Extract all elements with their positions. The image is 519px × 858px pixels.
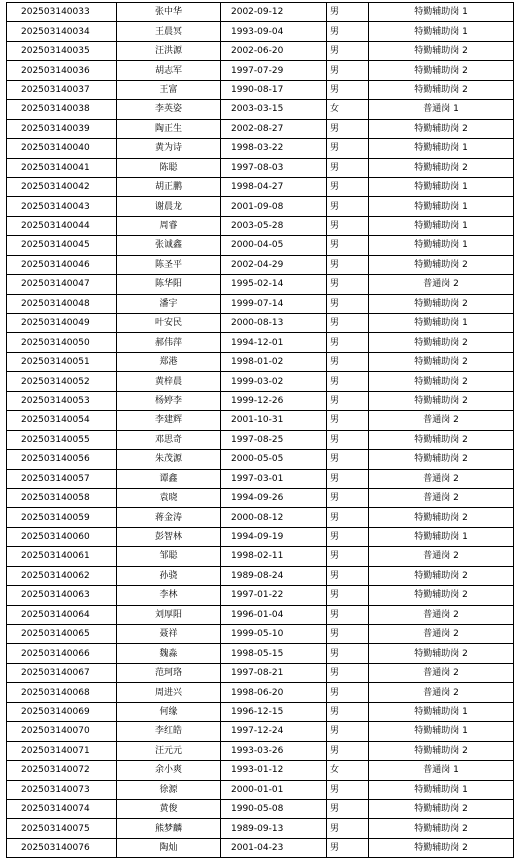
birth-date-cell: 1993-01-12 bbox=[221, 761, 327, 780]
table-row bbox=[7, 236, 514, 255]
table-row bbox=[7, 80, 514, 99]
candidate-table bbox=[6, 2, 514, 858]
birth-date-cell: 1997-08-21 bbox=[221, 663, 327, 682]
table-row bbox=[7, 41, 514, 60]
birth-date-cell: 1997-08-03 bbox=[221, 158, 327, 177]
candidate-id-cell: 202503140056 bbox=[7, 450, 117, 469]
table-row bbox=[7, 372, 514, 391]
post-cell: 特勤辅助岗 1 bbox=[369, 216, 514, 235]
post-cell: 特勤辅助岗 2 bbox=[369, 586, 514, 605]
candidate-name-cell: 刘厚阳 bbox=[117, 605, 221, 624]
post-cell: 特勤辅助岗 1 bbox=[369, 702, 514, 721]
candidate-name-cell: 谢晨龙 bbox=[117, 197, 221, 216]
candidate-id-cell: 202503140070 bbox=[7, 722, 117, 741]
gender-cell: 男 bbox=[327, 819, 369, 838]
post-cell: 普通岗 2 bbox=[369, 469, 514, 488]
post-cell: 特勤辅助岗 2 bbox=[369, 80, 514, 99]
birth-date-cell: 1994-12-01 bbox=[221, 333, 327, 352]
table-row bbox=[7, 644, 514, 663]
post-cell: 特勤辅助岗 2 bbox=[369, 566, 514, 585]
table-row bbox=[7, 625, 514, 644]
birth-date-cell: 2000-08-13 bbox=[221, 314, 327, 333]
birth-date-cell: 1990-08-17 bbox=[221, 80, 327, 99]
candidate-name-cell: 张诚鑫 bbox=[117, 236, 221, 255]
table-row bbox=[7, 566, 514, 585]
candidate-name-cell: 郑港 bbox=[117, 352, 221, 371]
candidate-id-cell: 202503140061 bbox=[7, 547, 117, 566]
candidate-id-cell: 202503140046 bbox=[7, 255, 117, 274]
candidate-id-cell: 202503140043 bbox=[7, 197, 117, 216]
candidate-name-cell: 杨婷李 bbox=[117, 391, 221, 410]
candidate-id-cell: 202503140039 bbox=[7, 119, 117, 138]
candidate-id-cell: 202503140045 bbox=[7, 236, 117, 255]
candidate-id-cell: 202503140059 bbox=[7, 508, 117, 527]
table-row bbox=[7, 22, 514, 41]
candidate-name-cell: 黄为诗 bbox=[117, 139, 221, 158]
candidate-id-cell: 202503140035 bbox=[7, 41, 117, 60]
candidate-name-cell: 聂祥 bbox=[117, 625, 221, 644]
birth-date-cell: 2002-08-27 bbox=[221, 119, 327, 138]
candidate-id-cell: 202503140050 bbox=[7, 333, 117, 352]
candidate-name-cell: 李林 bbox=[117, 586, 221, 605]
gender-cell: 男 bbox=[327, 527, 369, 546]
candidate-name-cell: 蒋金涛 bbox=[117, 508, 221, 527]
gender-cell: 男 bbox=[327, 216, 369, 235]
candidate-id-cell: 202503140053 bbox=[7, 391, 117, 410]
gender-cell: 男 bbox=[327, 411, 369, 430]
table-row bbox=[7, 3, 514, 22]
candidate-name-cell: 孙骁 bbox=[117, 566, 221, 585]
post-cell: 特勤辅助岗 2 bbox=[369, 352, 514, 371]
gender-cell: 男 bbox=[327, 450, 369, 469]
gender-cell: 男 bbox=[327, 566, 369, 585]
table-row bbox=[7, 722, 514, 741]
post-cell: 普通岗 2 bbox=[369, 683, 514, 702]
gender-cell: 男 bbox=[327, 799, 369, 818]
birth-date-cell: 1999-12-26 bbox=[221, 391, 327, 410]
birth-date-cell: 2002-09-12 bbox=[221, 3, 327, 22]
table-row bbox=[7, 255, 514, 274]
candidate-name-cell: 何缘 bbox=[117, 702, 221, 721]
birth-date-cell: 1995-02-14 bbox=[221, 275, 327, 294]
table-row bbox=[7, 761, 514, 780]
birth-date-cell: 1998-04-27 bbox=[221, 177, 327, 196]
birth-date-cell: 1998-06-20 bbox=[221, 683, 327, 702]
birth-date-cell: 2002-04-29 bbox=[221, 255, 327, 274]
post-cell: 普通岗 1 bbox=[369, 100, 514, 119]
candidate-id-cell: 202503140051 bbox=[7, 352, 117, 371]
post-cell: 普通岗 2 bbox=[369, 547, 514, 566]
birth-date-cell: 2002-06-20 bbox=[221, 41, 327, 60]
candidate-id-cell: 202503140054 bbox=[7, 411, 117, 430]
gender-cell: 男 bbox=[327, 625, 369, 644]
candidate-name-cell: 范珂珞 bbox=[117, 663, 221, 682]
gender-cell: 男 bbox=[327, 722, 369, 741]
candidate-id-cell: 202503140067 bbox=[7, 663, 117, 682]
candidate-name-cell: 徐源 bbox=[117, 780, 221, 799]
candidate-id-cell: 202503140055 bbox=[7, 430, 117, 449]
candidate-id-cell: 202503140034 bbox=[7, 22, 117, 41]
candidate-id-cell: 202503140060 bbox=[7, 527, 117, 546]
gender-cell: 男 bbox=[327, 333, 369, 352]
post-cell: 特勤辅助岗 1 bbox=[369, 3, 514, 22]
post-cell: 特勤辅助岗 2 bbox=[369, 158, 514, 177]
birth-date-cell: 1997-01-22 bbox=[221, 586, 327, 605]
table-row bbox=[7, 547, 514, 566]
post-cell: 特勤辅助岗 2 bbox=[369, 644, 514, 663]
birth-date-cell: 1989-09-13 bbox=[221, 819, 327, 838]
candidate-name-cell: 李红皓 bbox=[117, 722, 221, 741]
candidate-id-cell: 202503140069 bbox=[7, 702, 117, 721]
gender-cell: 男 bbox=[327, 61, 369, 80]
gender-cell: 男 bbox=[327, 22, 369, 41]
gender-cell: 男 bbox=[327, 547, 369, 566]
birth-date-cell: 1999-03-02 bbox=[221, 372, 327, 391]
candidate-name-cell: 谭鑫 bbox=[117, 469, 221, 488]
candidate-id-cell: 202503140038 bbox=[7, 100, 117, 119]
candidate-name-cell: 叶安民 bbox=[117, 314, 221, 333]
candidate-id-cell: 202503140048 bbox=[7, 294, 117, 313]
candidate-name-cell: 熊梦麟 bbox=[117, 819, 221, 838]
table-row bbox=[7, 158, 514, 177]
candidate-name-cell: 邓思奇 bbox=[117, 430, 221, 449]
gender-cell: 男 bbox=[327, 605, 369, 624]
table-row bbox=[7, 294, 514, 313]
birth-date-cell: 1998-02-11 bbox=[221, 547, 327, 566]
gender-cell: 男 bbox=[327, 119, 369, 138]
table-row bbox=[7, 663, 514, 682]
gender-cell: 女 bbox=[327, 761, 369, 780]
gender-cell: 男 bbox=[327, 430, 369, 449]
candidate-table-body bbox=[7, 3, 514, 858]
gender-cell: 男 bbox=[327, 294, 369, 313]
table-row bbox=[7, 119, 514, 138]
candidate-name-cell: 汪元元 bbox=[117, 741, 221, 760]
table-row bbox=[7, 177, 514, 196]
gender-cell: 男 bbox=[327, 702, 369, 721]
candidate-id-cell: 202503140042 bbox=[7, 177, 117, 196]
gender-cell: 女 bbox=[327, 100, 369, 119]
table-row bbox=[7, 605, 514, 624]
birth-date-cell: 1999-05-10 bbox=[221, 625, 327, 644]
candidate-id-cell: 202503140058 bbox=[7, 488, 117, 507]
table-row bbox=[7, 352, 514, 371]
gender-cell: 男 bbox=[327, 741, 369, 760]
birth-date-cell: 2001-04-23 bbox=[221, 838, 327, 857]
post-cell: 特勤辅助岗 2 bbox=[369, 430, 514, 449]
candidate-id-cell: 202503140075 bbox=[7, 819, 117, 838]
candidate-name-cell: 魏淼 bbox=[117, 644, 221, 663]
candidate-name-cell: 袁晓 bbox=[117, 488, 221, 507]
birth-date-cell: 2000-01-01 bbox=[221, 780, 327, 799]
candidate-name-cell: 潘宇 bbox=[117, 294, 221, 313]
candidate-id-cell: 202503140036 bbox=[7, 61, 117, 80]
birth-date-cell: 1996-12-15 bbox=[221, 702, 327, 721]
post-cell: 特勤辅助岗 1 bbox=[369, 527, 514, 546]
post-cell: 特勤辅助岗 2 bbox=[369, 294, 514, 313]
birth-date-cell: 1998-03-22 bbox=[221, 139, 327, 158]
candidate-id-cell: 202503140057 bbox=[7, 469, 117, 488]
post-cell: 特勤辅助岗 1 bbox=[369, 197, 514, 216]
candidate-name-cell: 汪洪源 bbox=[117, 41, 221, 60]
post-cell: 特勤辅助岗 1 bbox=[369, 314, 514, 333]
post-cell: 特勤辅助岗 2 bbox=[369, 508, 514, 527]
candidate-id-cell: 202503140049 bbox=[7, 314, 117, 333]
candidate-name-cell: 陈圣平 bbox=[117, 255, 221, 274]
candidate-name-cell: 余小爽 bbox=[117, 761, 221, 780]
gender-cell: 男 bbox=[327, 488, 369, 507]
candidate-id-cell: 202503140068 bbox=[7, 683, 117, 702]
post-cell: 特勤辅助岗 1 bbox=[369, 780, 514, 799]
candidate-id-cell: 202503140033 bbox=[7, 3, 117, 22]
table-row bbox=[7, 197, 514, 216]
table-row bbox=[7, 527, 514, 546]
post-cell: 特勤辅助岗 2 bbox=[369, 333, 514, 352]
table-row bbox=[7, 391, 514, 410]
post-cell: 普通岗 2 bbox=[369, 663, 514, 682]
candidate-name-cell: 张中华 bbox=[117, 3, 221, 22]
gender-cell: 男 bbox=[327, 158, 369, 177]
candidate-id-cell: 202503140044 bbox=[7, 216, 117, 235]
post-cell: 特勤辅助岗 2 bbox=[369, 819, 514, 838]
table-row bbox=[7, 780, 514, 799]
candidate-name-cell: 王晨冥 bbox=[117, 22, 221, 41]
table-row bbox=[7, 333, 514, 352]
table-row bbox=[7, 314, 514, 333]
candidate-id-cell: 202503140064 bbox=[7, 605, 117, 624]
gender-cell: 男 bbox=[327, 314, 369, 333]
candidate-name-cell: 李英姿 bbox=[117, 100, 221, 119]
post-cell: 普通岗 2 bbox=[369, 411, 514, 430]
gender-cell: 男 bbox=[327, 780, 369, 799]
post-cell: 特勤辅助岗 2 bbox=[369, 799, 514, 818]
table-row bbox=[7, 275, 514, 294]
birth-date-cell: 1994-09-26 bbox=[221, 488, 327, 507]
birth-date-cell: 1997-03-01 bbox=[221, 469, 327, 488]
candidate-id-cell: 202503140037 bbox=[7, 80, 117, 99]
post-cell: 普通岗 2 bbox=[369, 605, 514, 624]
table-row bbox=[7, 488, 514, 507]
table-row bbox=[7, 586, 514, 605]
birth-date-cell: 2000-05-05 bbox=[221, 450, 327, 469]
birth-date-cell: 1993-03-26 bbox=[221, 741, 327, 760]
post-cell: 特勤辅助岗 2 bbox=[369, 372, 514, 391]
gender-cell: 男 bbox=[327, 663, 369, 682]
candidate-name-cell: 胡志军 bbox=[117, 61, 221, 80]
gender-cell: 男 bbox=[327, 352, 369, 371]
table-row bbox=[7, 683, 514, 702]
birth-date-cell: 1997-12-24 bbox=[221, 722, 327, 741]
post-cell: 特勤辅助岗 2 bbox=[369, 255, 514, 274]
candidate-name-cell: 陈华阳 bbox=[117, 275, 221, 294]
birth-date-cell: 2000-08-12 bbox=[221, 508, 327, 527]
post-cell: 特勤辅助岗 2 bbox=[369, 450, 514, 469]
candidate-id-cell: 202503140052 bbox=[7, 372, 117, 391]
birth-date-cell: 2001-10-31 bbox=[221, 411, 327, 430]
post-cell: 特勤辅助岗 2 bbox=[369, 61, 514, 80]
post-cell: 特勤辅助岗 2 bbox=[369, 741, 514, 760]
candidate-name-cell: 朱茂源 bbox=[117, 450, 221, 469]
candidate-name-cell: 陶正生 bbox=[117, 119, 221, 138]
birth-date-cell: 1990-05-08 bbox=[221, 799, 327, 818]
candidate-name-cell: 郝伟萍 bbox=[117, 333, 221, 352]
birth-date-cell: 1998-05-15 bbox=[221, 644, 327, 663]
birth-date-cell: 2000-04-05 bbox=[221, 236, 327, 255]
birth-date-cell: 1999-07-14 bbox=[221, 294, 327, 313]
candidate-id-cell: 202503140041 bbox=[7, 158, 117, 177]
gender-cell: 男 bbox=[327, 586, 369, 605]
candidate-id-cell: 202503140072 bbox=[7, 761, 117, 780]
birth-date-cell: 1994-09-19 bbox=[221, 527, 327, 546]
post-cell: 特勤辅助岗 2 bbox=[369, 119, 514, 138]
candidate-name-cell: 陶灿 bbox=[117, 838, 221, 857]
post-cell: 特勤辅助岗 1 bbox=[369, 177, 514, 196]
candidate-name-cell: 黄梓晨 bbox=[117, 372, 221, 391]
post-cell: 特勤辅助岗 1 bbox=[369, 22, 514, 41]
candidate-name-cell: 周睿 bbox=[117, 216, 221, 235]
birth-date-cell: 2003-03-15 bbox=[221, 100, 327, 119]
candidate-id-cell: 202503140066 bbox=[7, 644, 117, 663]
birth-date-cell: 1997-07-29 bbox=[221, 61, 327, 80]
gender-cell: 男 bbox=[327, 177, 369, 196]
candidate-name-cell: 王富 bbox=[117, 80, 221, 99]
gender-cell: 男 bbox=[327, 236, 369, 255]
candidate-name-cell: 彭智林 bbox=[117, 527, 221, 546]
candidate-id-cell: 202503140065 bbox=[7, 625, 117, 644]
table-row bbox=[7, 819, 514, 838]
gender-cell: 男 bbox=[327, 3, 369, 22]
gender-cell: 男 bbox=[327, 838, 369, 857]
candidate-name-cell: 胡正鹏 bbox=[117, 177, 221, 196]
table-row bbox=[7, 430, 514, 449]
post-cell: 特勤辅助岗 1 bbox=[369, 236, 514, 255]
gender-cell: 男 bbox=[327, 372, 369, 391]
gender-cell: 男 bbox=[327, 469, 369, 488]
post-cell: 特勤辅助岗 2 bbox=[369, 41, 514, 60]
gender-cell: 男 bbox=[327, 197, 369, 216]
post-cell: 特勤辅助岗 2 bbox=[369, 838, 514, 857]
post-cell: 特勤辅助岗 1 bbox=[369, 139, 514, 158]
table-row bbox=[7, 508, 514, 527]
post-cell: 普通岗 2 bbox=[369, 275, 514, 294]
birth-date-cell: 1998-01-02 bbox=[221, 352, 327, 371]
post-cell: 普通岗 2 bbox=[369, 488, 514, 507]
table-row bbox=[7, 216, 514, 235]
candidate-id-cell: 202503140071 bbox=[7, 741, 117, 760]
post-cell: 普通岗 2 bbox=[369, 625, 514, 644]
table-row bbox=[7, 799, 514, 818]
candidate-id-cell: 202503140062 bbox=[7, 566, 117, 585]
candidate-id-cell: 202503140047 bbox=[7, 275, 117, 294]
gender-cell: 男 bbox=[327, 391, 369, 410]
table-row bbox=[7, 838, 514, 857]
gender-cell: 男 bbox=[327, 255, 369, 274]
birth-date-cell: 2003-05-28 bbox=[221, 216, 327, 235]
gender-cell: 男 bbox=[327, 139, 369, 158]
table-row bbox=[7, 139, 514, 158]
candidate-id-cell: 202503140074 bbox=[7, 799, 117, 818]
table-row bbox=[7, 100, 514, 119]
table-row bbox=[7, 411, 514, 430]
table-row bbox=[7, 469, 514, 488]
candidate-name-cell: 黄俊 bbox=[117, 799, 221, 818]
gender-cell: 男 bbox=[327, 80, 369, 99]
birth-date-cell: 2001-09-08 bbox=[221, 197, 327, 216]
birth-date-cell: 1993-09-04 bbox=[221, 22, 327, 41]
candidate-id-cell: 202503140063 bbox=[7, 586, 117, 605]
gender-cell: 男 bbox=[327, 508, 369, 527]
gender-cell: 男 bbox=[327, 683, 369, 702]
post-cell: 普通岗 1 bbox=[369, 761, 514, 780]
birth-date-cell: 1989-08-24 bbox=[221, 566, 327, 585]
table-row bbox=[7, 61, 514, 80]
table-row bbox=[7, 450, 514, 469]
gender-cell: 男 bbox=[327, 41, 369, 60]
birth-date-cell: 1996-01-04 bbox=[221, 605, 327, 624]
table-row bbox=[7, 702, 514, 721]
candidate-name-cell: 李建辉 bbox=[117, 411, 221, 430]
candidate-name-cell: 邹聪 bbox=[117, 547, 221, 566]
candidate-name-cell: 周进兴 bbox=[117, 683, 221, 702]
candidate-id-cell: 202503140040 bbox=[7, 139, 117, 158]
candidate-id-cell: 202503140073 bbox=[7, 780, 117, 799]
candidate-id-cell: 202503140076 bbox=[7, 838, 117, 857]
gender-cell: 男 bbox=[327, 275, 369, 294]
post-cell: 特勤辅助岗 2 bbox=[369, 391, 514, 410]
table-row bbox=[7, 741, 514, 760]
post-cell: 特勤辅助岗 1 bbox=[369, 722, 514, 741]
candidate-name-cell: 陈聪 bbox=[117, 158, 221, 177]
birth-date-cell: 1997-08-25 bbox=[221, 430, 327, 449]
gender-cell: 男 bbox=[327, 644, 369, 663]
